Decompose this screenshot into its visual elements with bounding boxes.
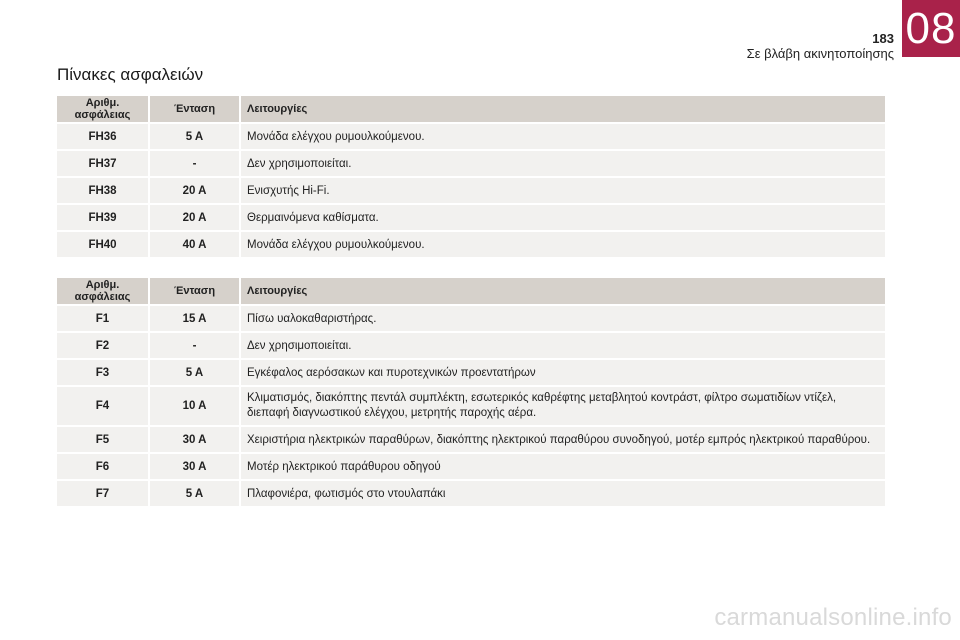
fuse-table-1 bbox=[57, 94, 885, 259]
fuse-number: F7 bbox=[57, 481, 148, 506]
fuse-rating: 30 A bbox=[148, 454, 239, 479]
fuse-rating: 20 A bbox=[148, 205, 239, 230]
header-rating: Ένταση bbox=[148, 278, 239, 304]
fuse-function: Δεν χρησιμοποιείται. bbox=[239, 333, 885, 358]
fuse-number: F4 bbox=[57, 387, 148, 425]
header-fuse-number: Αριθμ. ασφάλειας bbox=[57, 278, 148, 304]
fuse-function: Θερμαινόμενα καθίσματα. bbox=[239, 205, 885, 230]
fuse-table-2 bbox=[57, 276, 885, 508]
fuse-function: Μοτέρ ηλεκτρικού παράθυρου οδηγού bbox=[239, 454, 885, 479]
table-header-row bbox=[57, 96, 885, 122]
table-row bbox=[57, 333, 885, 358]
header-functions: Λειτουργίες bbox=[239, 278, 885, 304]
fuse-rating: 5 A bbox=[148, 360, 239, 385]
fuse-rating: 15 A bbox=[148, 306, 239, 331]
fuse-rating: 10 A bbox=[148, 387, 239, 425]
table-row bbox=[57, 205, 885, 230]
fuse-number: F2 bbox=[57, 333, 148, 358]
header-fuse-number: Αριθμ. ασφάλειας bbox=[57, 96, 148, 122]
table-row bbox=[57, 124, 885, 149]
fuse-function: Χειριστήρια ηλεκτρικών παραθύρων, διακόπτης ηλεκτρικού παραθύρου συνοδηγού, μοτέρ εμπρός ηλεκτρικού παραθύρου. bbox=[239, 427, 885, 452]
fuse-rating: - bbox=[148, 333, 239, 358]
fuse-rating: 5 A bbox=[148, 481, 239, 506]
fuse-number: FH37 bbox=[57, 151, 148, 176]
page-number: 183 bbox=[872, 31, 894, 46]
fuse-number: FH40 bbox=[57, 232, 148, 257]
table-header-row bbox=[57, 278, 885, 304]
table-row bbox=[57, 360, 885, 385]
table-row bbox=[57, 178, 885, 203]
table-row bbox=[57, 481, 885, 506]
header-functions: Λειτουργίες bbox=[239, 96, 885, 122]
fuse-rating: - bbox=[148, 151, 239, 176]
fuse-rating: 40 A bbox=[148, 232, 239, 257]
fuse-function: Πλαφονιέρα, φωτισμός στο ντουλαπάκι bbox=[239, 481, 885, 506]
section-title: Πίνακες ασφαλειών bbox=[57, 65, 204, 84]
fuse-rating: 5 A bbox=[148, 124, 239, 149]
fuse-function: Εγκέφαλος αερόσακων και πυροτεχνικών προεντατήρων bbox=[239, 360, 885, 385]
table-row bbox=[57, 427, 885, 452]
fuse-function: Ενισχυτής Hi-Fi. bbox=[239, 178, 885, 203]
fuse-number: FH38 bbox=[57, 178, 148, 203]
fuse-number: F6 bbox=[57, 454, 148, 479]
chapter-tab: 08 bbox=[902, 0, 960, 57]
fuse-number: F5 bbox=[57, 427, 148, 452]
chapter-title: Σε βλάβη ακινητοποίησης bbox=[746, 46, 894, 61]
fuse-number: FH39 bbox=[57, 205, 148, 230]
fuse-function: Πίσω υαλοκαθαριστήρας. bbox=[239, 306, 885, 331]
fuse-number: F3 bbox=[57, 360, 148, 385]
fuse-function: Δεν χρησιμοποιείται. bbox=[239, 151, 885, 176]
watermark: carmanualsonline.info bbox=[714, 604, 952, 631]
fuse-rating: 20 A bbox=[148, 178, 239, 203]
fuse-rating: 30 A bbox=[148, 427, 239, 452]
table-row bbox=[57, 306, 885, 331]
table-row bbox=[57, 387, 885, 425]
fuse-function: Μονάδα ελέγχου ρυμουλκούμενου. bbox=[239, 124, 885, 149]
header-rating: Ένταση bbox=[148, 96, 239, 122]
table-row bbox=[57, 151, 885, 176]
fuse-number: F1 bbox=[57, 306, 148, 331]
table-row bbox=[57, 232, 885, 257]
fuse-number: FH36 bbox=[57, 124, 148, 149]
fuse-function: Μονάδα ελέγχου ρυμουλκούμενου. bbox=[239, 232, 885, 257]
table-row bbox=[57, 454, 885, 479]
fuse-function: Κλιματισμός, διακόπτης πεντάλ συμπλέκτη, εσωτερικός καθρέφτης μεταβλητού κοντράστ, φίλτρο σωματιδίων ντίζελ, διεπαφή διαγνωστικού ελέγχου, μετρητής παροχής αέρα. bbox=[239, 387, 885, 425]
